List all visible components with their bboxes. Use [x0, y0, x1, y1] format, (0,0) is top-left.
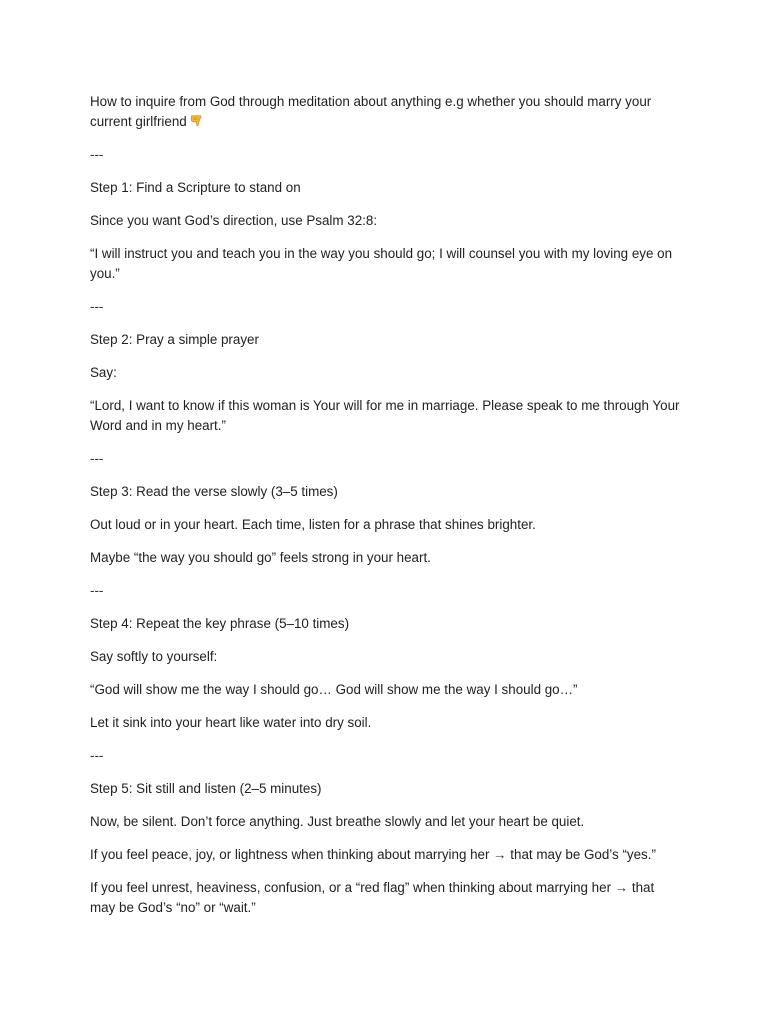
intro-paragraph: [90, 92, 680, 132]
step4-heading: Step 4: Repeat the key phrase (5–10 times): [90, 616, 350, 631]
document-body: [90, 92, 680, 931]
separator: ---: [90, 147, 104, 162]
step1-scripture-quote: “I will instruct you and teach you in the way you should go; I will counsel you with my loving eye on you.”: [90, 246, 673, 281]
step2-heading: Step 2: Pray a simple prayer: [90, 332, 259, 347]
step2-prayer-quote: “Lord, I want to know if this woman is Your will for me in marriage. Please speak to me through Your Word and in my heart.”: [90, 398, 680, 433]
step3-heading: Step 3: Read the verse slowly (3–5 times): [90, 484, 338, 499]
step5-yes-sign: If you feel peace, joy, or lightness when thinking about marrying her → that may be God’s “yes.”: [90, 847, 656, 862]
separator: ---: [90, 451, 104, 466]
step5-instruction: Now, be silent. Don’t force anything. Just breathe slowly and let your heart be quiet.: [90, 814, 585, 829]
step4-phrase-quote: “God will show me the way I should go… God will show me the way I should go…”: [90, 682, 578, 697]
step2-instruction: Say:: [90, 365, 117, 380]
step1-heading: Step 1: Find a Scripture to stand on: [90, 180, 301, 195]
step3-example: Maybe “the way you should go” feels strong in your heart.: [90, 550, 431, 565]
step4-note: Let it sink into your heart like water into dry soil.: [90, 715, 372, 730]
intro-text: How to inquire from God through meditation about anything e.g whether you should marry your current girlfriend: [90, 94, 652, 129]
separator: ---: [90, 748, 104, 763]
step3-instruction: Out loud or in your heart. Each time, listen for a phrase that shines brighter.: [90, 517, 536, 532]
step1-instruction: Since you want God’s direction, use Psalm 32:8:: [90, 213, 378, 228]
separator: ---: [90, 583, 104, 598]
step5-no-sign: If you feel unrest, heaviness, confusion, or a “red flag” when thinking about marrying her → that may be God’s “no” or “wait.”: [90, 880, 655, 915]
step4-instruction: Say softly to yourself:: [90, 649, 218, 664]
step5-heading: Step 5: Sit still and listen (2–5 minutes): [90, 781, 322, 796]
pointing-down-hand-emoji-icon: [189, 114, 204, 128]
separator: ---: [90, 299, 104, 314]
